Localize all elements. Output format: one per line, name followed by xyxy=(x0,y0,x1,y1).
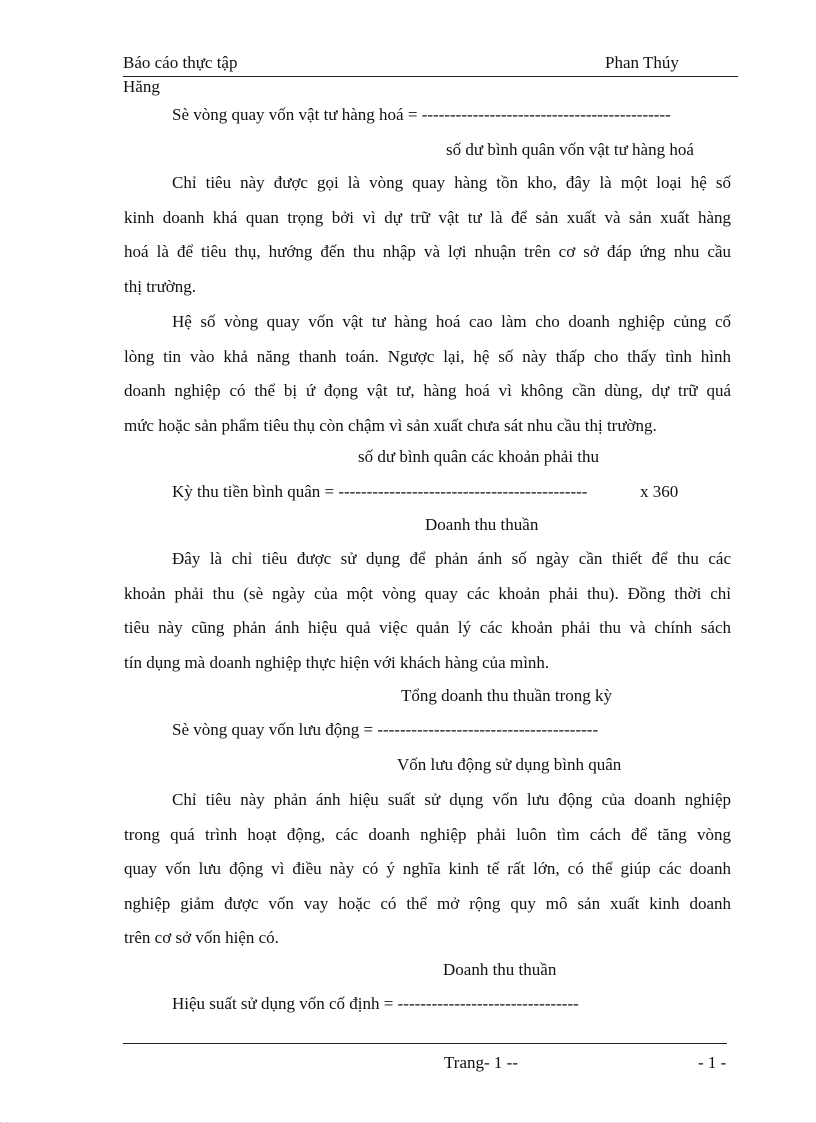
formula-2-multiplier: x 360 xyxy=(640,482,679,501)
formula-4-numerator: Doanh thu thuần xyxy=(443,960,557,979)
formula-2-denominator: Doanh thu thuần xyxy=(425,515,539,534)
formula-3-numerator: Tổng doanh thu thuần trong kỳ xyxy=(401,686,613,705)
formula-3-denominator: Vốn lưu động sử dụng bình quân xyxy=(397,755,622,774)
paragraph-4-line: Chỉ tiêu này phản ánh hiệu suất sử dụng vốn lưu động của doanh nghiệp xyxy=(172,790,731,809)
paragraph-4-line: trong quá trình hoạt động, các doanh nghiệp phải luôn tìm cách để tăng vòng xyxy=(124,824,731,844)
paragraph-3-line: tiêu này cũng phản ánh hiệu quả việc quản lý các khoản phải thu và chính sách xyxy=(124,618,731,638)
paragraph-3-line: Đây là chỉ tiêu được sử dụng để phản ánh số ngày cần thiết để thu các xyxy=(172,549,731,568)
paragraph-4-line: quay vốn lưu động vì điều này có ý nghĩa kinh tế rất lớn, có thể giúp các doanh xyxy=(124,859,731,879)
formula-4 xyxy=(172,994,579,1014)
paragraph-4-line: trên cơ sở vốn hiện có. xyxy=(124,928,279,948)
paragraph-2-line: Hệ số vòng quay vốn vật tư hàng hoá cao làm cho doanh nghiệp củng cố xyxy=(172,312,731,331)
paragraph-2-line: mức hoặc sản phẩm tiêu thụ còn chậm vì sản xuất chưa sát nhu cầu thị trường. xyxy=(124,415,657,435)
formula-1 xyxy=(172,105,671,125)
header-rule xyxy=(123,76,738,77)
footer-page-label: Trang- 1 -- xyxy=(444,1053,518,1072)
formula-3-dashes: --------------------------------------- xyxy=(377,720,599,739)
paragraph-2-line: doanh nghiệp có thể bị ứ đọng vật tư, hàng hoá vì không cần dùng, dự trữ quá xyxy=(124,381,731,401)
paragraph-3-line: tín dụng mà doanh nghiệp thực hiện với khách hàng của mình. xyxy=(124,652,550,672)
formula-4-label: Hiệu suất sử dụng vốn cố định = xyxy=(172,994,398,1013)
formula-2-dashes: -------------------------------------------- xyxy=(338,482,588,501)
formula-2-numerator: số dư bình quân các khoản phải thu xyxy=(358,447,600,466)
formula-1-dashes: -------------------------------------------- xyxy=(421,105,671,124)
formula-3 xyxy=(172,720,598,740)
paragraph-3-line: khoản phải thu (sè ngày của một vòng quay các khoản phải thu). Đồng thời chỉ xyxy=(124,583,731,603)
header-continuation: Hăng xyxy=(123,77,160,96)
formula-1-denominator: số dư bình quân vốn vật tư hàng hoá xyxy=(446,140,694,159)
header-left: Báo cáo thực tập xyxy=(123,53,238,72)
paragraph-3 xyxy=(124,542,731,680)
footer-rule xyxy=(123,1043,727,1044)
header-right: Phan Thúy xyxy=(605,53,679,72)
paragraph-4-line: nghiệp giảm được vốn vay hoặc có thể mở rộng quy mô sản xuất kinh doanh xyxy=(124,893,731,913)
paragraph-2-line: lòng tin vào khả năng thanh toán. Ngược lại, hệ số này thấp cho thấy tình hình xyxy=(124,346,731,366)
paragraph-1-line: Chỉ tiêu này được gọi là vòng quay hàng tồn kho, đây là một loại hệ số xyxy=(172,173,731,192)
footer-page-number: - 1 - xyxy=(698,1053,727,1072)
formula-2-label: Kỳ thu tiền bình quân = xyxy=(172,482,339,501)
formula-2 xyxy=(172,482,587,502)
paragraph-1-line: hoá là để tiêu thụ, hướng đến thu nhập và lợi nhuận trên cơ sở đáp ứng nhu cầu xyxy=(124,242,731,262)
paragraph-1-line: kinh doanh khá quan trọng bởi vì dự trữ vật tư là để sản xuất và sản xuất hàng xyxy=(124,207,731,227)
paragraph-1-line: thị trường. xyxy=(124,276,197,296)
paragraph-2 xyxy=(124,305,731,443)
paragraph-4 xyxy=(124,783,731,956)
formula-4-dashes: -------------------------------- xyxy=(397,994,579,1013)
formula-3-label: Sè vòng quay vốn lưu động = xyxy=(172,720,378,739)
paragraph-1 xyxy=(124,166,731,304)
formula-1-label: Sè vòng quay vốn vật tư hàng hoá = xyxy=(172,105,422,124)
